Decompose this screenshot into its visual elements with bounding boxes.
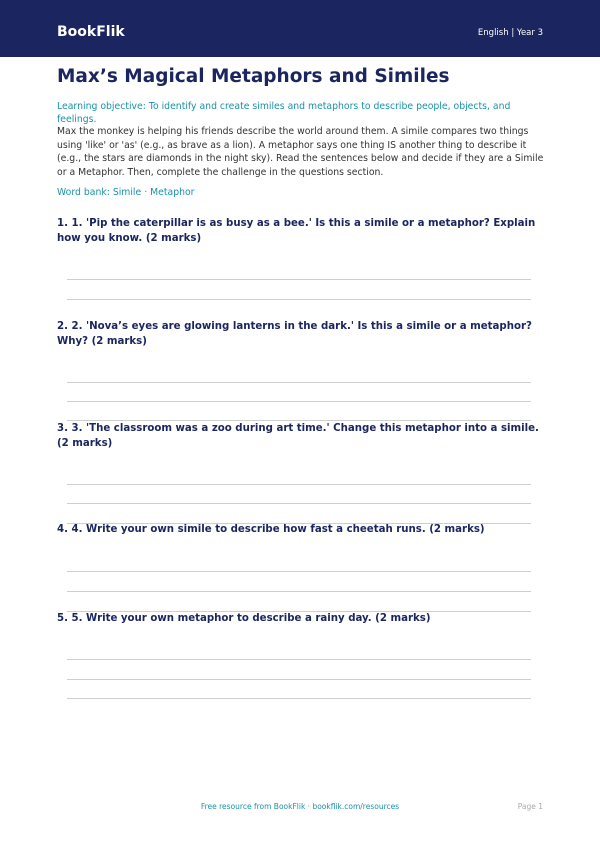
answer-line[interactable] bbox=[67, 299, 531, 300]
answer-line[interactable] bbox=[67, 382, 531, 383]
answer-line[interactable] bbox=[67, 484, 531, 485]
answer-line[interactable] bbox=[67, 698, 531, 699]
answer-line[interactable] bbox=[67, 503, 531, 504]
question-3: 3. 3. 'The classroom was a zoo during art time.' Change this metaphor into a simile. (2 marks) bbox=[57, 423, 539, 449]
question-1: 1. 1. 'Pip the caterpillar is as busy as a bee.' Is this a simile or a metaphor? Explain how you know. (2 marks) bbox=[57, 218, 536, 244]
learning-objective: Learning objective: To identify and create similes and metaphors to describe people, objects, and feelings. bbox=[57, 101, 511, 125]
answer-line[interactable] bbox=[67, 401, 531, 402]
answer-line[interactable] bbox=[67, 571, 531, 572]
word-bank: Word bank: Simile · Metaphor bbox=[57, 187, 195, 198]
question-4: 4. 4. Write your own simile to describe how fast a cheetah runs. (2 marks) bbox=[57, 524, 485, 535]
question-5: 5. 5. Write your own metaphor to describe a rainy day. (2 marks) bbox=[57, 613, 431, 624]
intro-paragraph: Max the monkey is helping his friends describe the world around them. A simile compares two things using 'like' or 'as' (e.g., as brave as a lion). A metaphor says one thing IS another thing to describe it (e.g., the stars are diamonds in the night sky). Read the sentences below and decide if they are a Simile or a Metaphor. Then, complete the challenge in the questions section. bbox=[57, 126, 544, 178]
answer-line[interactable] bbox=[67, 679, 531, 680]
worksheet-title: Max’s Magical Metaphors and Similes bbox=[57, 66, 450, 87]
subject-year-label: English | Year 3 bbox=[477, 28, 543, 38]
answer-line[interactable] bbox=[67, 659, 531, 660]
header-bar bbox=[0, 0, 600, 57]
answer-line[interactable] bbox=[67, 591, 531, 592]
footer-source[interactable]: Free resource from BookFlik · bookflik.com/resources bbox=[200, 802, 400, 811]
question-2: 2. 2. 'Nova’s eyes are glowing lanterns in the dark.' Is this a simile or a metaphor? Why? (2 marks) bbox=[57, 321, 532, 347]
page-number: Page 1 bbox=[517, 802, 543, 811]
answer-line[interactable] bbox=[67, 279, 531, 280]
brand-logo[interactable]: BookFlik bbox=[57, 24, 125, 40]
